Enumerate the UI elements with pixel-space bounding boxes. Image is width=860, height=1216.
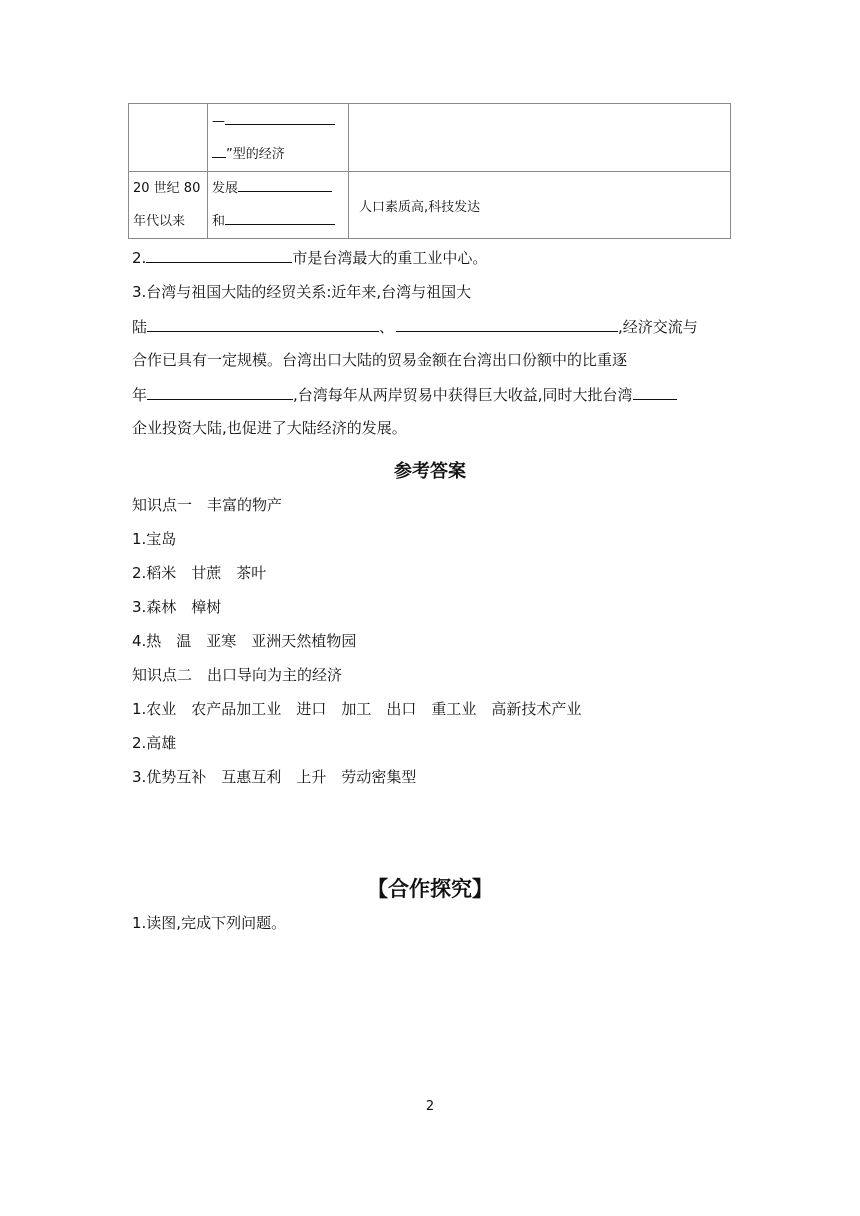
cell-text: ”型的经济	[226, 146, 285, 162]
table-row	[129, 172, 731, 239]
cell-text: 年代以来	[133, 214, 186, 229]
question-text: 、	[379, 318, 395, 336]
table-cell-feature	[208, 104, 349, 172]
blank-line	[147, 316, 379, 332]
cooperate-title: 【合作探究】	[367, 877, 493, 901]
answer-line: 4.热 温 亚寒 亚洲天然植物园	[132, 632, 357, 650]
question-2	[132, 247, 732, 268]
question-text: 市是台湾最大的重工业中心。	[292, 249, 488, 267]
question-3-line-3: 合作已具有一定规模。台湾出口大陆的贸易金额在台湾出口份额中的比重逐	[132, 351, 628, 369]
table-cell-reason	[349, 104, 731, 172]
answer-line: 1.农业 农产品加工业 进口 加工 出口 重工业 高新技术产业	[132, 700, 582, 718]
table-cell-period	[129, 104, 208, 172]
question-text: 陆	[132, 318, 148, 336]
answer-line: 知识点一 丰富的物产	[132, 496, 283, 514]
blank-line	[146, 247, 292, 263]
answer-line: 3.森林 樟树	[132, 598, 222, 616]
cell-text: 发展	[212, 181, 239, 196]
page-number: 2	[425, 1099, 435, 1114]
cell-text: —	[212, 113, 225, 129]
question-text: 年	[132, 386, 148, 404]
answer-line: 1.宝岛	[132, 530, 177, 548]
question-3-line-4	[132, 384, 732, 405]
table-cell-feature	[208, 172, 349, 239]
cooperate-question-1: 1.读图,完成下列问题。	[132, 914, 287, 932]
blank-line	[212, 142, 226, 158]
table-row	[129, 104, 731, 172]
blank-line	[238, 176, 332, 192]
question-3-line-2	[132, 316, 732, 337]
answer-line: 知识点二 出口导向为主的经济	[132, 666, 343, 684]
blank-line	[225, 209, 335, 225]
economy-table	[128, 103, 731, 239]
blank-line	[147, 384, 293, 400]
answer-line: 2.高雄	[132, 734, 177, 752]
answer-line: 2.稻米 甘蔗 茶叶	[132, 564, 267, 582]
question-3-line-1: 3.台湾与祖国大陆的经贸关系:近年来,台湾与祖国大	[132, 283, 472, 301]
blank-line	[633, 384, 677, 400]
answer-line: 3.优势互补 互惠互利 上升 劳动密集型	[132, 768, 417, 786]
table-cell-reason: 人口素质高,科技发达	[349, 172, 731, 239]
blank-line	[225, 109, 335, 125]
cell-text: 和	[212, 214, 226, 229]
question-text: ,台湾每年从两岸贸易中获得巨大收益,同时大批台湾	[293, 386, 633, 404]
question-text: ,经济交流与	[618, 318, 698, 336]
answers-title: 参考答案	[394, 461, 466, 482]
question-3-line-5: 企业投资大陆,也促进了大陆经济的发展。	[132, 419, 407, 437]
blank-line	[396, 316, 618, 332]
question-text: 2.	[132, 249, 147, 267]
cell-text: 20 世纪 80	[133, 181, 201, 196]
table-cell-period	[129, 172, 208, 239]
